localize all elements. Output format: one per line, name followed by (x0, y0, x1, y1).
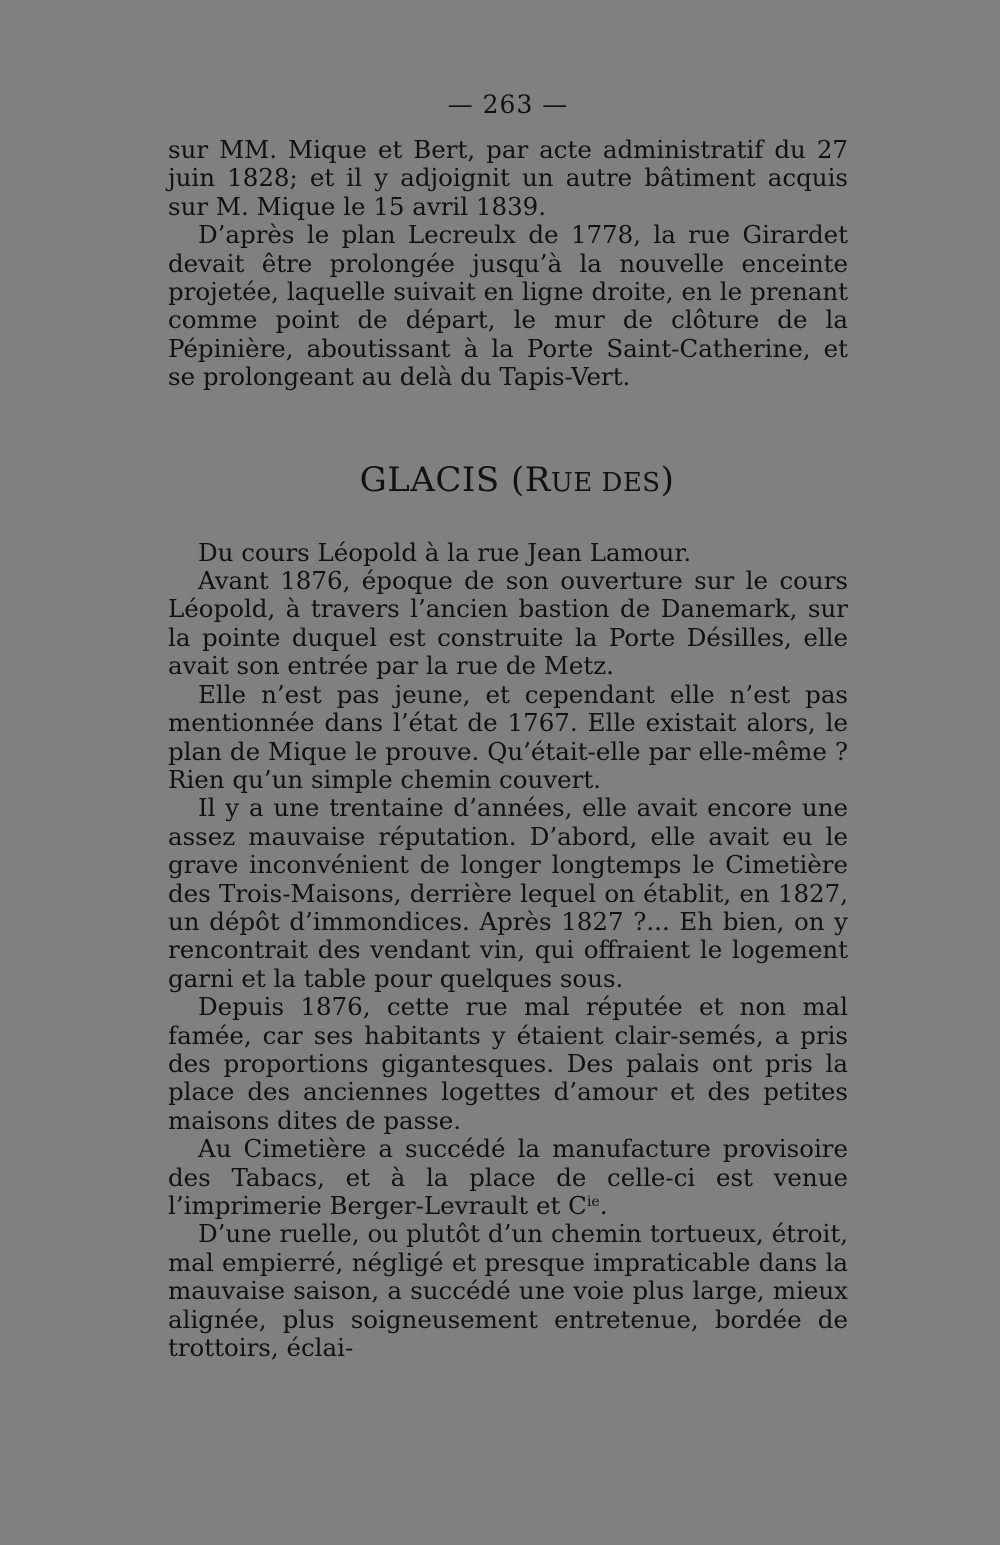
section-heading (168, 460, 848, 503)
heading-main: GLACIS (R (359, 459, 551, 500)
tabacs-text: Au Cimetière a succédé la manufacture provisoire des Tabacs, et à la place de celle-ci est venue l’imprimerie Berger-Levrault et C (168, 1134, 848, 1220)
paragraph-growth: Depuis 1876, cette rue mal réputée et non mal famée, car ses habitants y étaient clair-semés, a pris des proportions gigantesques. Des palais ont pris la place des anciennes logettes d’amour et des petites maisons dites de passe. (168, 992, 848, 1135)
paragraph-route: Du cours Léopold à la rue Jean Lamour. (198, 537, 692, 567)
heading-small-caps: UE DES (550, 467, 661, 498)
tabacs-end: . (599, 1191, 608, 1220)
paragraph-opening: Avant 1876, époque de son ouverture sur le cours Léopold, à travers l’ancien bastion de Danemark, sur la pointe duquel est construite la Porte Désilles, elle avait son entrée par la rue de Metz. (168, 566, 848, 681)
heading-close: ) (660, 459, 675, 500)
tabacs-superscript: ie (586, 1194, 600, 1210)
paragraph-continuation: sur MM. Mique et Bert, par acte administratif du 27 juin 1828; et il y adjoignit un autre bâtiment acquis sur M. Mique le 15 avril 1839. (168, 135, 848, 221)
paragraph-history: Elle n’est pas jeune, et cependant elle n’est pas mentionnée dans l’état de 1767. Elle existait alors, le plan de Mique le prouve. Qu’était-elle par elle-même ? Rien qu’un simple chemin couvert. (168, 679, 848, 794)
paragraph-lecreulx-plan: D’après le plan Lecreulx de 1778, la rue Girardet devait être prolongée jusqu’à la nouvelle enceinte projetée, laquelle suivait en ligne droite, en le prenant comme point de départ, le mur de clôture de la Pépinière, aboutissant à la Porte Saint-Catherine, et se prolongeant au delà du Tapis-Vert. (168, 220, 848, 392)
paragraph-tabacs (168, 1135, 848, 1220)
page-number: — 263 — (447, 90, 569, 119)
book-page (168, 90, 848, 1362)
section-text-block (168, 539, 848, 1363)
paragraph-improvement: D’une ruelle, ou plutôt d’un chemin tortueux, étroit, mal empierré, négligé et presque impraticable dans la mauvaise saison, a succédé une voie plus large, mieux alignée, plus soigneusement entretenue, bordée de trottoirs, éclai- (168, 1219, 848, 1363)
top-text-block (168, 136, 848, 392)
paragraph-reputation: Il y a une trentaine d’années, elle avait encore une assez mauvaise réputation. D’abord, elle avait eu le grave inconvénient de longer longtemps le Cimetière des Trois-Maisons, derrière lequel on établit, en 1827, un dépôt d’immondices. Après 1827 ?... Eh bien, on y rencontrait des vendant vin, qui offraient le logement garni et la table pour quelques sous. (168, 793, 848, 993)
